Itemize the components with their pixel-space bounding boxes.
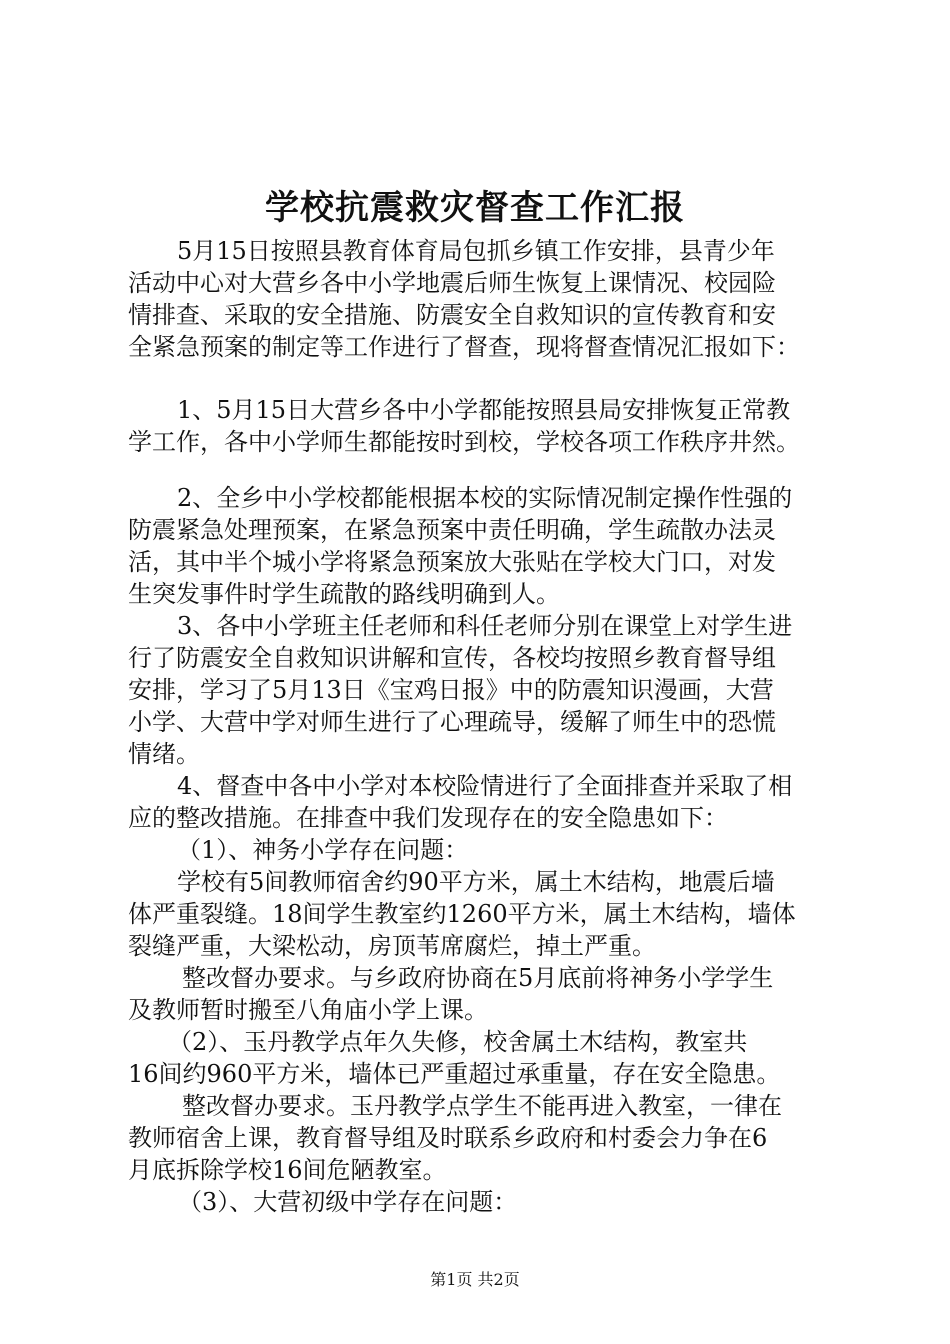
body-line: （1）、神务小学存在问题： xyxy=(177,836,469,864)
body-line: 情排查、采取的安全措施、防震安全自救知识的宣传教育和安 xyxy=(128,301,776,329)
body-line: 月底拆除学校16间危陋教室。 xyxy=(128,1156,447,1184)
body-line: 16间约960平方米，墙体已严重超过承重量，存在安全隐患。 xyxy=(128,1060,781,1088)
body-line: 4、督查中各中小学对本校险情进行了全面排查并采取了相 xyxy=(177,772,793,800)
body-line: 5月15日按照县教育体育局包抓乡镇工作安排，县青少年 xyxy=(177,237,775,265)
body-line: 教师宿舍上课，教育督导组及时联系乡政府和村委会力争在6 xyxy=(128,1124,768,1152)
body-line: 应的整改措施。在排查中我们发现存在的安全隐患如下： xyxy=(128,804,728,832)
document-title: 学校抗震救灾督查工作汇报 xyxy=(265,188,685,228)
body-line: 全紧急预案的制定等工作进行了督查，现将督查情况汇报如下： xyxy=(128,333,800,361)
body-line: 1、5月15日大营乡各中小学都能按照县局安排恢复正常教 xyxy=(177,396,791,424)
body-line: 情绪。 xyxy=(128,740,200,768)
body-line: 学校有5间教师宿舍约90平方米，属土木结构，地震后墙 xyxy=(177,868,775,896)
body-line: 小学、大营中学对师生进行了心理疏导，缓解了师生中的恐慌 xyxy=(128,708,776,736)
body-line: 及教师暂时搬至八角庙小学上课。 xyxy=(128,996,488,1024)
body-line: 安排，学习了5月13日《宝鸡日报》中的防震知识漫画，大营 xyxy=(128,676,774,704)
body-line: 学工作，各中小学师生都能按时到校，学校各项工作秩序井然。 xyxy=(128,428,800,456)
body-line: 整改督办要求。与乡政府协商在5月底前将神务小学学生 xyxy=(182,964,774,992)
body-line: （3）、大营初级中学存在问题： xyxy=(178,1188,518,1216)
body-line: 行了防震安全自救知识讲解和宣传，各校均按照乡教育督导组 xyxy=(128,644,776,672)
body-line: 生突发事件时学生疏散的路线明确到人。 xyxy=(128,580,560,608)
page-footer: 第1页 共2页 xyxy=(430,1270,520,1289)
body-line: 体严重裂缝。18间学生教室约1260平方米，属土木结构，墙体 xyxy=(128,900,796,928)
body-line: 整改督办要求。玉丹教学点学生不能再进入教室，一律在 xyxy=(182,1092,782,1120)
body-line: 防震紧急处理预案，在紧急预案中责任明确，学生疏散办法灵 xyxy=(128,516,776,544)
body-line: （2）、玉丹教学点年久失修，校舍属土木结构，教室共 xyxy=(168,1028,748,1056)
body-line: 2、全乡中小学校都能根据本校的实际情况制定操作性强的 xyxy=(177,484,793,512)
body-line: 3、各中小学班主任老师和科任老师分别在课堂上对学生进 xyxy=(177,612,793,640)
body-line: 活动中心对大营乡各中小学地震后师生恢复上课情况、校园险 xyxy=(128,269,776,297)
body-line: 裂缝严重，大梁松动，房顶苇席腐烂，掉土严重。 xyxy=(128,932,656,960)
body-line: 活，其中半个城小学将紧急预案放大张贴在学校大门口，对发 xyxy=(128,548,776,576)
